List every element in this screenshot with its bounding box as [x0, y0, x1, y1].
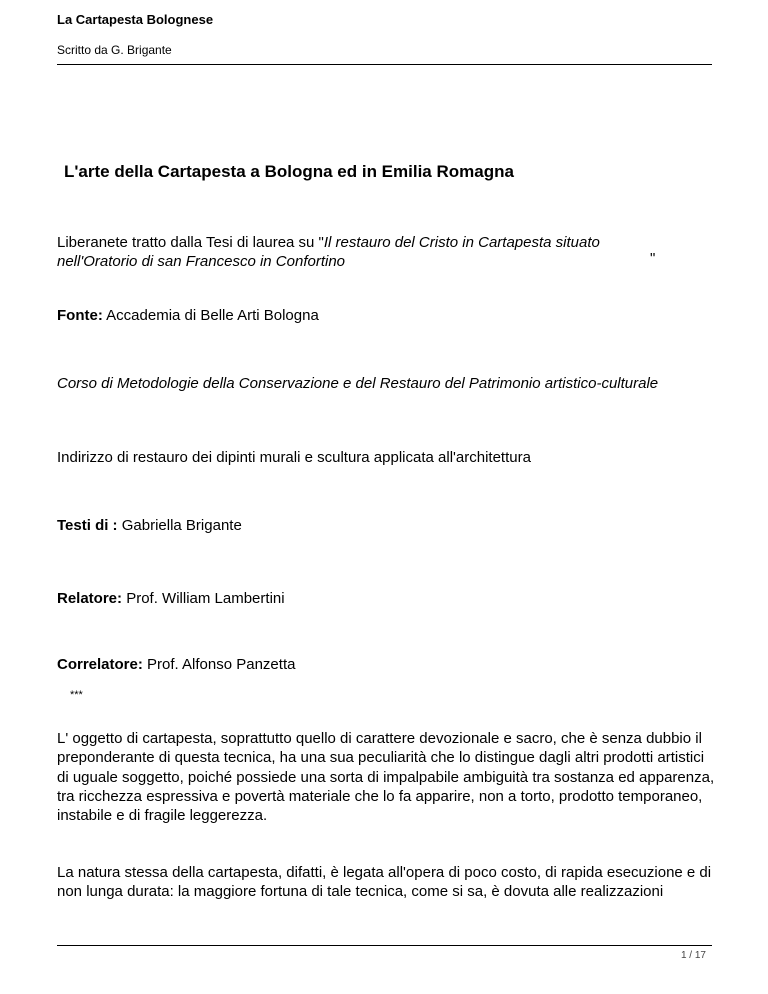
- page-number: 1 / 17: [680, 950, 706, 961]
- header-divider: [57, 64, 712, 65]
- header-title: La Cartapesta Bolognese: [57, 12, 214, 27]
- relatore-label: Relatore:: [57, 590, 123, 607]
- intro-italic-1: Il restauro del Cristo in Cartapesta situato: [323, 234, 600, 251]
- intro-italic-2: nell'Oratorio di san Francesco in Confortino: [57, 253, 346, 270]
- header-author: Scritto da G. Brigante: [57, 43, 172, 57]
- section-separator: ***: [70, 689, 83, 701]
- fonte-line: [57, 306, 319, 325]
- footer-divider: [57, 945, 712, 946]
- fonte-value: Accademia di Belle Arti Bologna: [102, 307, 319, 324]
- fonte-label: Fonte:: [57, 307, 103, 324]
- corso-line: [57, 374, 658, 393]
- intro-prefix: Liberanete tratto dalla Tesi di laurea su ": [57, 234, 324, 251]
- intro-quote-close: ": [650, 250, 656, 267]
- paragraph-2: La natura stessa della cartapesta, difatti, è legata all'opera di poco costo, di rapida esecuzione e di non lunga durata: la maggiore fortuna di tale tecnica, come si sa, è dovuta alle realizzazioni: [57, 864, 712, 901]
- relatore-line: [57, 589, 285, 608]
- testi-line: [57, 516, 242, 535]
- correlatore-value: Prof. Alfonso Panzetta: [142, 656, 296, 673]
- relatore-value: Prof. William Lambertini: [122, 590, 285, 607]
- article-title: L'arte della Cartapesta a Bologna ed in Emilia Romagna: [64, 162, 514, 181]
- corso-text: Corso di Metodologie della Conservazione e del Restauro del Patrimonio artistico-culturale: [57, 375, 659, 392]
- intro-line-2: [57, 252, 345, 271]
- paragraph-1: L' oggetto di cartapesta, soprattutto quello di carattere devozionale e sacro, che è senza dubbio il preponderante di questa tecnica, ha una sua peculiarità che lo distingue dagli altri prodotti artistici di uguale soggetto, poiché possiede una sorta di impalpabile ambiguità tra sostanza ed apparenza, tra ricchezza espressiva e povertà materiale che lo fa apparire, non a torto, prodotto temporaneo, instabile e di fragile leggerezza.: [57, 730, 715, 825]
- correlatore-line: [57, 655, 295, 674]
- indirizzo-line: Indirizzo di restauro dei dipinti murali e scultura applicata all'architettura: [57, 449, 531, 466]
- testi-label: Testi di :: [57, 517, 118, 534]
- correlatore-label: Correlatore:: [57, 656, 143, 673]
- testi-value: Gabriella Brigante: [117, 517, 242, 534]
- intro-line-1: [57, 233, 600, 252]
